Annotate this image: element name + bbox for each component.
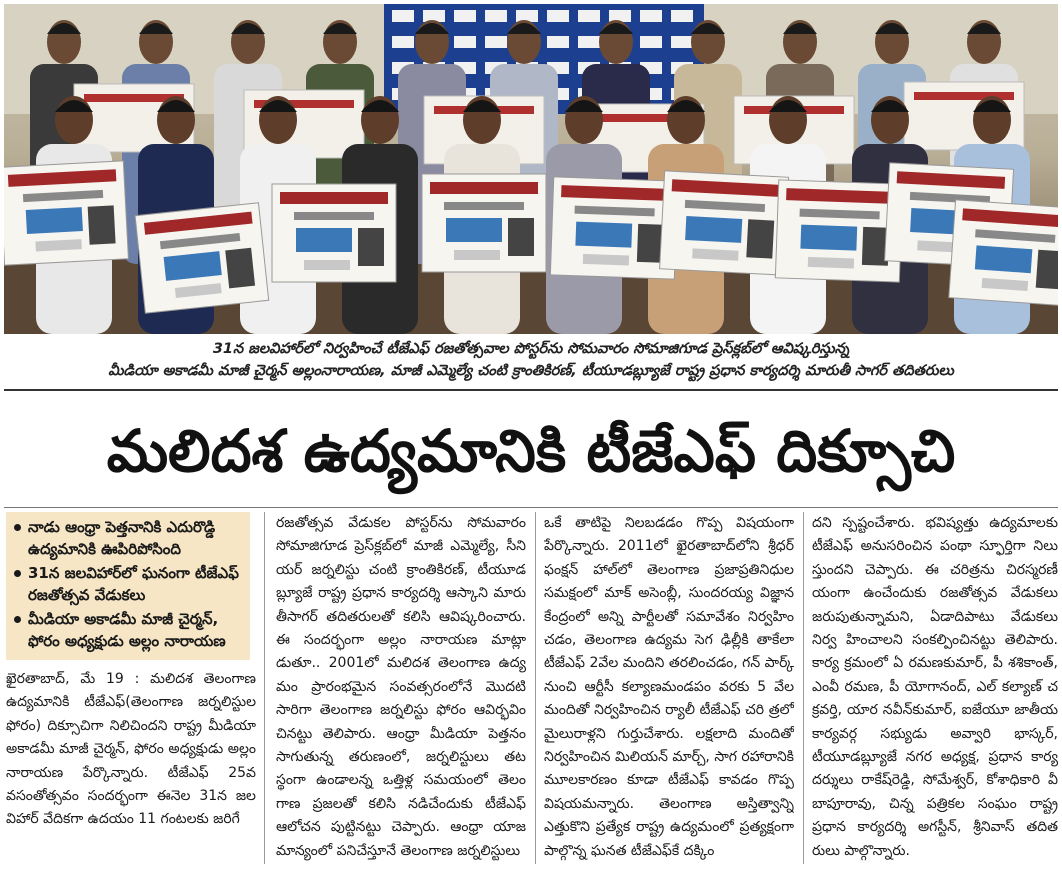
article-text: ఖైరతాబాద్, మే 19 : మలిదశ తెలంగాణ ఉద్యమానికి టీజేఎఫ్(తెలంగాణ జర్నలిస్టుల ఫోరం) దిక్సూచిగా నిలిచిందని రాష్ట్ర మీడియా అకాడమీ మాజీ చైర్మన్, ఫోరం అధ్యక్షుడు అల్లం నారాయణ పేర్కొన్నారు. టీజేఎఫ్ 25వ వసంతోత్సవం సందర్భంగా ఈనెల 31న జల విహార్ వేదికగా ఉదయం 11 గంటలకు జరిగే [6, 671, 256, 828]
backdrop-logo [516, 10, 538, 22]
poster-group [272, 184, 396, 282]
backdrop-logo [609, 10, 631, 22]
backdrop-logo [547, 36, 569, 48]
highlights-box [6, 512, 250, 660]
photo-caption [0, 338, 1062, 384]
backdrop-logo [671, 36, 693, 48]
poster-subtitle [444, 202, 524, 210]
poster-footer [304, 260, 350, 270]
poster-emblem [685, 216, 742, 243]
poster-emblem [575, 222, 632, 248]
poster-figure [508, 218, 534, 256]
highlight-item: మీడియా అకాడమీ మాజీ చైర్మన్, ఫోరం అధ్యక్షుడు అల్లం నారాయణ [12, 608, 244, 652]
poster-group [550, 177, 677, 279]
poster-group [4, 161, 128, 265]
poster-emblem [800, 225, 857, 251]
poster-figure [746, 219, 774, 258]
poster-figure [1036, 250, 1058, 290]
divider-top [4, 389, 1058, 391]
backdrop-logo [640, 36, 662, 48]
article-column-2 [276, 512, 526, 868]
backdrop-logo [454, 36, 476, 48]
article-column-4 [812, 512, 1058, 868]
headline: మలిదశ ఉద్యమానికి టీజేఎఫ్ దిక్సూచి [106, 417, 956, 485]
article-text: రజతోత్సవ వేడుకల పోస్టర్‌ను సోమవారం సోమాజిగూడ ప్రెస్‌క్లబ్‌లో మాజీ ఎమ్మెల్యే, సీని యర్ జర్నలిస్టు చంటి క్రాంతికిరణ్, టీయూడ బ్ల్యూజే రాష్ట్ర ప్రధాన కార్యదర్శి ఆస్కాని మారు తీసాగర్ తదితరులతో కలిసి ఆవిష్కరించారు. ఈ సందర్భంగా అల్లం నారాయణ మాట్లా డుతూ.. 2001లో మలిదశ తెలంగాణ ఉద్య మం ప్రారంభమైన సంవత్సరంలోనే మొదటి సారిగా తెలంగాణ జర్నలిస్టు ఫోరం ఆవిర్భవిం చినట్టు తెలిపారు. ఆంధ్రా మీడియా పెత్తనం సాగుతున్న తరుణంలో, జర్నలిస్టులు తట స్థంగా ఉండాలన్న ఒత్తిళ్ల సమయంలో తెలం గాణ ప్రజలతో కలిసి నడిచేందుకు టీజేఎఫ్ ఆలోచన పుట్టినట్టు చెప్పారు. ఆంధ్రా యాజ మాన్యంలో పనిచేస్తూనే తెలంగాణ జర్నలిస్టులు [276, 515, 526, 859]
poster-group [135, 203, 269, 313]
poster-footer [454, 250, 500, 260]
poster-title-band [430, 182, 538, 194]
article-column-1 [6, 668, 256, 868]
caption-line-1: 31న జలవిహార్‌లో నిర్వహించే టీజేఎఫ్ రజతోత్సవాల పోస్టర్‌ను సోమవారం సోమాజిగూడ ప్రెస్‌క్లబ్‌లో ఆవిష్కరిస్తున్న [212, 341, 850, 357]
article-text: దని స్పష్టంచేశారు. భవిష్యత్తు ఉద్యమాలకు టీజేఎఫ్ అనుసరించిన పంథా స్ఫూర్తిగా నిలు స్తుందని చెప్పారు. ఈ చరిత్రను చిరస్మరణీ యంగా ఉంచేందుకు రజతోత్సవ వేడుకలు జరుపుతున్నామని, ఏడాదిపాటు వేడుకలు నిర్వ హించాలని సంకల్పించినట్టు తెలిపారు. కార్య క్రమంలో ఏ రమణకుమార్, పీ శశికాంత్, ఎంవీ రమణ, పీ యోగానంద్, ఎల్ కల్యాణ్ చ క్రవర్తి, యార నవీన్‌కుమార్, ఐజేయూ జాతీయ కార్యవర్గ సభ్యుడు అవ్వారి భాస్కర్, టీయూడబ్ల్యూజే నగర అధ్యక్ష, ప్రధాన కార్య దర్శులు రాకేష్‌రెడ్డి, సోమేశ్వర్, కోశాధికారి వీ బాపూరావు, చిన్న పత్రికల సంఘం రాష్ట్ర ప్రధాన కార్యదర్శి అగస్టీన్, శ్రీనివాస్ తదిత రులు పాల్గొన్నారు. [812, 515, 1058, 859]
photo-illustration [4, 4, 1058, 334]
poster-figure [358, 228, 384, 266]
backdrop-logo [485, 36, 507, 48]
poster-group [660, 171, 789, 275]
poster-emblem [26, 207, 83, 234]
column-divider [803, 512, 804, 864]
poster-figure [225, 248, 255, 289]
backdrop-logo [392, 10, 414, 22]
poster-subtitle [294, 212, 374, 220]
highlight-item: 31న జలవిహార్‌లో ఘనంగా టీజేఎఫ్ రజతోత్సవ వేడుకలు [12, 562, 244, 606]
poster-emblem [296, 228, 352, 252]
highlight-item: నాడు ఆంధ్రా పెత్తనానికి ఎదురొడ్డి ఉద్యమానికి ఊపిరిపోసింది [12, 516, 244, 560]
article-text: ఒకే తాటిపై నిలబడడం గొప్ప విషయంగా పేర్కొన్నారు. 2011లో ఖైరతాబాద్‌లోని శ్రీధర్ ఫంక్షన్ హాల్‌లో తెలంగాణ ప్రజాప్రతినిధుల సమక్షంలో మాక్ అసెంబ్లీ, సుందరయ్య విజ్ఞాన కేంద్రంలో అన్ని పార్టీలతో సమావేశం నిర్వహిం చడం, తెలంగాణ ఉద్యమ సెగ ఢిల్లీకి తాకేలా టీజేఎఫ్ 2వేల మందిని తరలించడం, గన్ పార్క్ నుంచి ఆర్టీసీ కల్యాణమండపం వరకు 5 వేల మందితో నిర్వహించిన ర్యాలీ టీజేఎఫ్ చరి త్రలో మైలురాళ్లని గుర్తుచేశారు. లక్షలాది మందితో నిర్వహించిన మిలియన్ మార్చ్, సాగ రహారానికి మూలకారణం కూడా టీజేఎఫ్ కావడం గొప్ప విషయమన్నారు. తెలంగాణ అస్తిత్వాన్ని ఎత్తుకొని ప్రత్యేక రాష్ట్ర ఉద్యమంలో ప్రత్యక్షంగా పాల్గొన్న ఘనత టీజేఎఫ్‌కే దక్కిం [544, 515, 794, 859]
poster-footer [808, 257, 854, 269]
backdrop-logo [640, 10, 662, 22]
poster-group [422, 174, 546, 272]
caption-line-2: మీడియా అకాడమీ మాజీ చైర్మన్ అల్లంనారాయణ, మాజీ ఎమ్మెల్యే చంటి క్రాంతికిరణ్, టీయూడబ్ల్యూజే రాష్ట్ర ప్రధాన కార్యదర్శి మారుతీ సాగర్ తదితరులు [108, 363, 954, 379]
poster-group [949, 200, 1058, 306]
poster-group [775, 180, 902, 282]
article-column-3 [544, 512, 794, 868]
backdrop-logo [547, 10, 569, 22]
column-divider [535, 512, 536, 864]
column-divider [264, 512, 265, 864]
poster-figure [88, 205, 116, 244]
backdrop-logo [454, 10, 476, 22]
event-photo [4, 4, 1058, 334]
poster-emblem [446, 218, 502, 242]
poster-emblem [975, 245, 1033, 273]
divider-headline [4, 507, 1058, 508]
backdrop-logo [485, 10, 507, 22]
backdrop-logo [578, 10, 600, 22]
backdrop-logo [392, 36, 414, 48]
poster-title-band [280, 192, 388, 204]
backdrop-logo [671, 10, 693, 22]
poster-footer [583, 254, 629, 266]
backdrop-logo [578, 36, 600, 48]
